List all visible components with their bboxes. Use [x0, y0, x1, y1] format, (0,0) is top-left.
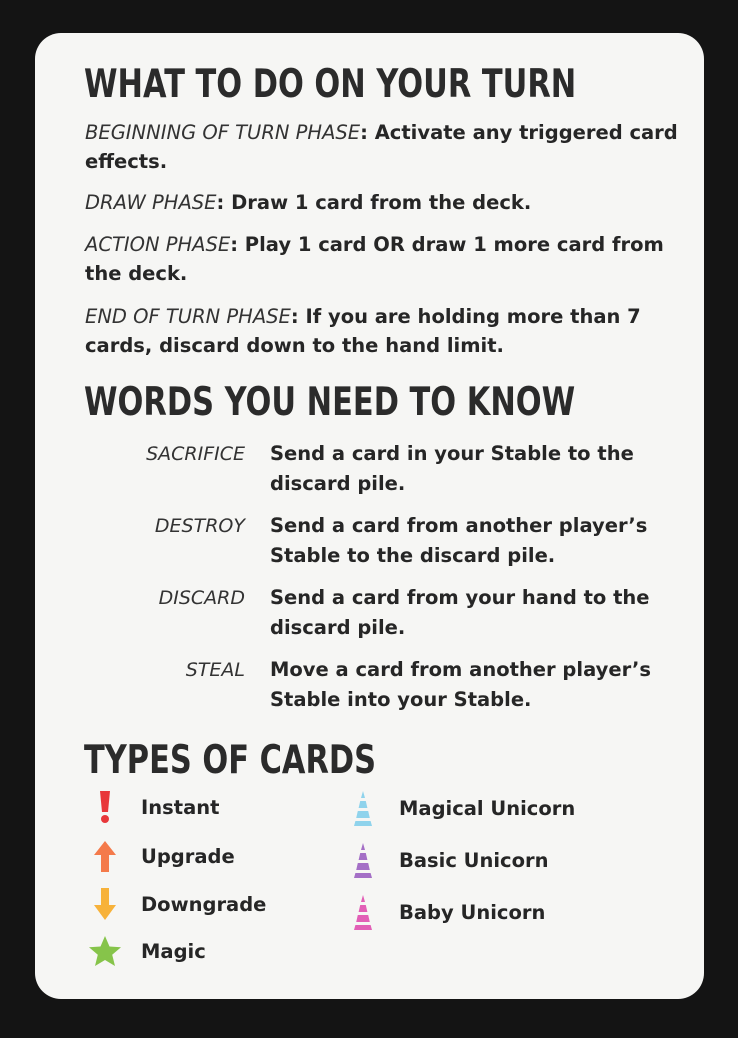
phase-text: : Activate any triggered card effects.: [85, 121, 678, 173]
phase-text: : If you are holding more than 7 cards, discard down to the hand limit.: [85, 305, 641, 357]
reference-card: [35, 33, 704, 999]
phase-text: : Play 1 card OR draw 1 more card from the deck.: [85, 233, 664, 285]
type-baby-unicorn: [345, 895, 545, 929]
phase-action: [85, 230, 685, 288]
definition-steal: Move a card from another player’s Stable into your Stable.: [270, 658, 652, 711]
phase-text: : Draw 1 card from the deck.: [216, 191, 532, 214]
definition-discard: Send a card from your hand to the discard pile.: [270, 586, 650, 639]
type-label: Baby Unicorn: [399, 900, 546, 924]
phase-name: END OF TURN PHASE: [85, 305, 291, 328]
phase-name: DRAW PHASE: [85, 191, 217, 214]
phase-beginning: [85, 118, 685, 176]
phase-name: BEGINNING OF TURN PHASE: [85, 121, 361, 144]
type-magic: [87, 934, 206, 968]
horn-icon: [345, 895, 381, 929]
type-label: Magic: [141, 939, 206, 963]
horn-icon: [345, 843, 381, 877]
horn-icon: [345, 791, 381, 825]
type-label: Basic Unicorn: [399, 848, 549, 872]
definition-destroy: Send a card from another player’s Stable to the discard pile.: [270, 514, 648, 567]
term-steal: STEAL: [185, 659, 245, 681]
type-instant: [87, 790, 219, 824]
term-destroy: DESTROY: [154, 515, 245, 537]
star-icon: [87, 934, 123, 968]
type-label: Instant: [141, 795, 220, 819]
type-upgrade: [87, 839, 235, 873]
words-heading: WORDS YOU NEED TO KNOW: [84, 380, 576, 425]
arrow-up-icon: [87, 839, 123, 873]
arrow-down-icon: [87, 887, 123, 921]
term-sacrifice: SACRIFICE: [146, 443, 245, 465]
phase-end: [85, 302, 685, 360]
definition-sacrifice: Send a card in your Stable to the discard pile.: [270, 442, 634, 495]
phase-name: ACTION PHASE: [85, 233, 231, 256]
phase-draw: [85, 188, 685, 217]
exclamation-icon: [87, 790, 123, 824]
type-label: Upgrade: [141, 844, 235, 868]
term-discard: DISCARD: [158, 587, 245, 609]
type-magical-unicorn: [345, 791, 575, 825]
type-downgrade: [87, 887, 266, 921]
type-label: Downgrade: [141, 892, 267, 916]
types-heading: TYPES OF CARDS: [84, 738, 377, 783]
type-basic-unicorn: [345, 843, 549, 877]
turn-heading: WHAT TO DO ON YOUR TURN: [84, 62, 577, 107]
type-label: Magical Unicorn: [399, 796, 576, 820]
